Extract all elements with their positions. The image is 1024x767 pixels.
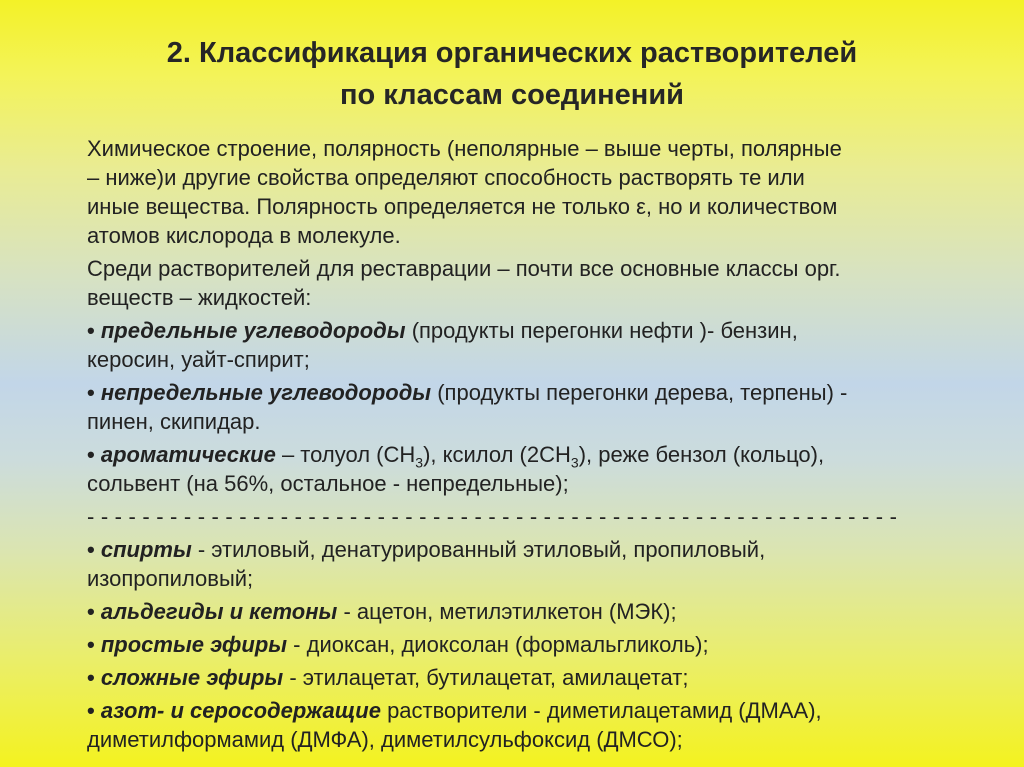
item-line-1	[87, 535, 997, 564]
restoration-line-1: Среди растворителей для реставрации – почти все основные классы орг.	[87, 256, 841, 281]
list-item-ethers	[87, 630, 997, 659]
item-term: сложные эфиры	[100, 665, 284, 690]
bullet: •	[87, 537, 95, 562]
bullet: •	[87, 698, 95, 723]
item-text: - этилацетат, бутилацетат, амилацетат;	[283, 665, 689, 690]
slide-body	[87, 134, 997, 758]
intro-paragraph	[87, 134, 997, 250]
restoration-line-2: веществ – жидкостей:	[87, 285, 312, 310]
item-line-2: керосин, уайт-спирит;	[87, 347, 310, 372]
intro-line-4: атомов кислорода в молекуле.	[87, 223, 401, 248]
item-text-a: – толуол (СН	[275, 442, 416, 467]
item-line-1	[87, 597, 997, 626]
item-line-2: диметилформамид (ДМФА), диметилсульфоксид (ДМСО);	[87, 727, 683, 752]
item-line-1	[87, 378, 997, 407]
bullet: •	[87, 442, 95, 467]
item-text: - ацетон, метилэтилкетон (МЭК);	[337, 599, 677, 624]
item-term: предельные углеводороды	[100, 318, 406, 343]
bullet: •	[87, 318, 95, 343]
item-line-1	[87, 440, 997, 469]
restoration-paragraph	[87, 254, 997, 312]
item-term: простые эфиры	[100, 632, 288, 657]
slide-title	[0, 32, 1024, 116]
item-line-2: изопропиловый;	[87, 566, 254, 591]
item-term: азот- и серосодержащие	[100, 698, 381, 723]
item-term: непредельные углеводороды	[100, 380, 432, 405]
item-line-1	[87, 696, 997, 725]
bullet: •	[87, 599, 95, 624]
list-item-unsaturated-hydrocarbons	[87, 378, 997, 436]
bullet: •	[87, 380, 95, 405]
list-item-saturated-hydrocarbons	[87, 316, 997, 374]
item-line-2: пинен, скипидар.	[87, 409, 261, 434]
item-text: растворители - диметилацетамид (ДМАА),	[380, 698, 822, 723]
item-text: (продукты перегонки дерева, терпены) -	[431, 380, 848, 405]
title-line-2: по классам соединений	[340, 79, 684, 111]
item-line-1	[87, 663, 997, 692]
item-text: - диоксан, диоксолан (формальгликоль);	[287, 632, 709, 657]
item-term: альдегиды и кетоны	[100, 599, 338, 624]
item-line-2: сольвент (на 56%, остальное - непредельные);	[87, 471, 569, 496]
intro-line-2: – ниже)и другие свойства определяют способность растворять те или	[87, 165, 805, 190]
bullet: •	[87, 665, 95, 690]
item-text-c: ), реже бензол (кольцо),	[578, 442, 825, 467]
subscript: 3	[415, 454, 424, 471]
list-item-nitrogen-sulfur	[87, 696, 997, 754]
item-term: спирты	[100, 537, 192, 562]
intro-line-3: иные вещества. Полярность определяется не только ε, но и количеством	[87, 194, 838, 219]
list-item-alcohols	[87, 535, 997, 593]
polarity-separator: - - - - - - - - - - - - - - - - - - - - - - - - - - - - - - - - - - - - - - - - - - - - - - - - - - - - - - - - - - -	[87, 504, 898, 529]
item-text: (продукты перегонки нефти )- бензин,	[405, 318, 798, 343]
subscript: 3	[570, 454, 579, 471]
list-item-aldehydes-ketones	[87, 597, 997, 626]
item-line-1	[87, 316, 997, 345]
list-item-aromatic	[87, 440, 997, 498]
item-term: ароматические	[100, 442, 276, 467]
item-line-1	[87, 630, 997, 659]
item-text-b: ), ксилол (2СН	[423, 442, 571, 467]
list-item-esters	[87, 663, 997, 692]
item-text: - этиловый, денатурированный этиловый, пропиловый,	[191, 537, 766, 562]
title-line-1: 2. Классификация органических растворителей	[166, 37, 858, 69]
bullet: •	[87, 632, 95, 657]
intro-line-1: Химическое строение, полярность (неполярные – выше черты, полярные	[87, 136, 842, 161]
